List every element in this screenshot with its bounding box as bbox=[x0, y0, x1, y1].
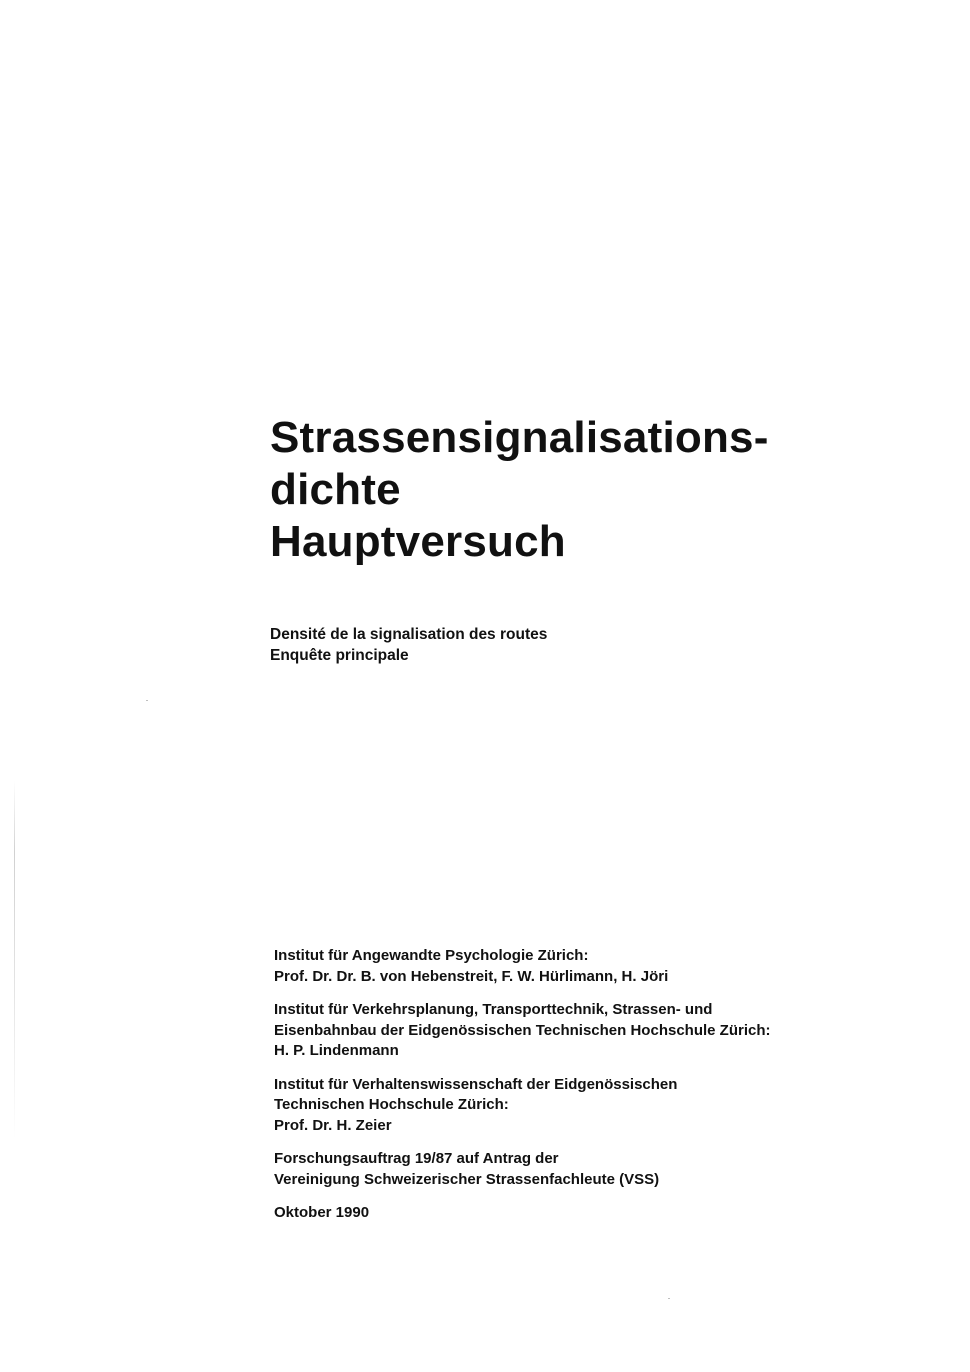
scan-edge-shadow bbox=[14, 780, 15, 1140]
title-line-3: Hauptversuch bbox=[270, 517, 566, 566]
scan-speck bbox=[146, 700, 148, 701]
research-contract bbox=[274, 1149, 874, 1190]
subtitle-line-1: Densité de la signalisation des routes bbox=[270, 626, 548, 643]
author-group-verhaltenswissenschaft bbox=[274, 1075, 874, 1137]
authors-section bbox=[274, 946, 874, 1224]
author-line: Institut für Angewandte Psychologie Zürich: bbox=[274, 947, 589, 964]
author-line: Prof. Dr. Dr. B. von Hebenstreit, F. W. Hürlimann, H. Jöri bbox=[274, 967, 669, 985]
document-subtitle bbox=[270, 624, 870, 666]
author-line: H. P. Lindenmann bbox=[274, 1042, 399, 1059]
author-group-ivt bbox=[274, 1000, 874, 1062]
author-line: Eisenbahnbau der Eidgenössischen Technischen Hochschule Zürich: bbox=[274, 1021, 771, 1039]
author-line: Institut für Verhaltenswissenschaft der Eidgenössischen bbox=[274, 1075, 678, 1093]
author-group-iap bbox=[274, 946, 874, 987]
contract-line: Vereinigung Schweizerischer Strassenfachleute (VSS) bbox=[274, 1170, 660, 1188]
document-title bbox=[270, 412, 910, 568]
contract-line: Forschungsauftrag 19/87 auf Antrag der bbox=[274, 1150, 559, 1167]
author-line: Technischen Hochschule Zürich: bbox=[274, 1096, 509, 1113]
title-line-1: Strassensignalisations- bbox=[270, 413, 769, 462]
author-line: Institut für Verkehrsplanung, Transporttechnik, Strassen- und bbox=[274, 1001, 713, 1018]
author-line: Prof. Dr. H. Zeier bbox=[274, 1116, 392, 1134]
publication-date: Oktober 1990 bbox=[274, 1204, 370, 1221]
subtitle-line-2: Enquête principale bbox=[270, 647, 409, 664]
title-line-2: dichte bbox=[270, 465, 401, 514]
scan-speck bbox=[668, 1298, 670, 1299]
